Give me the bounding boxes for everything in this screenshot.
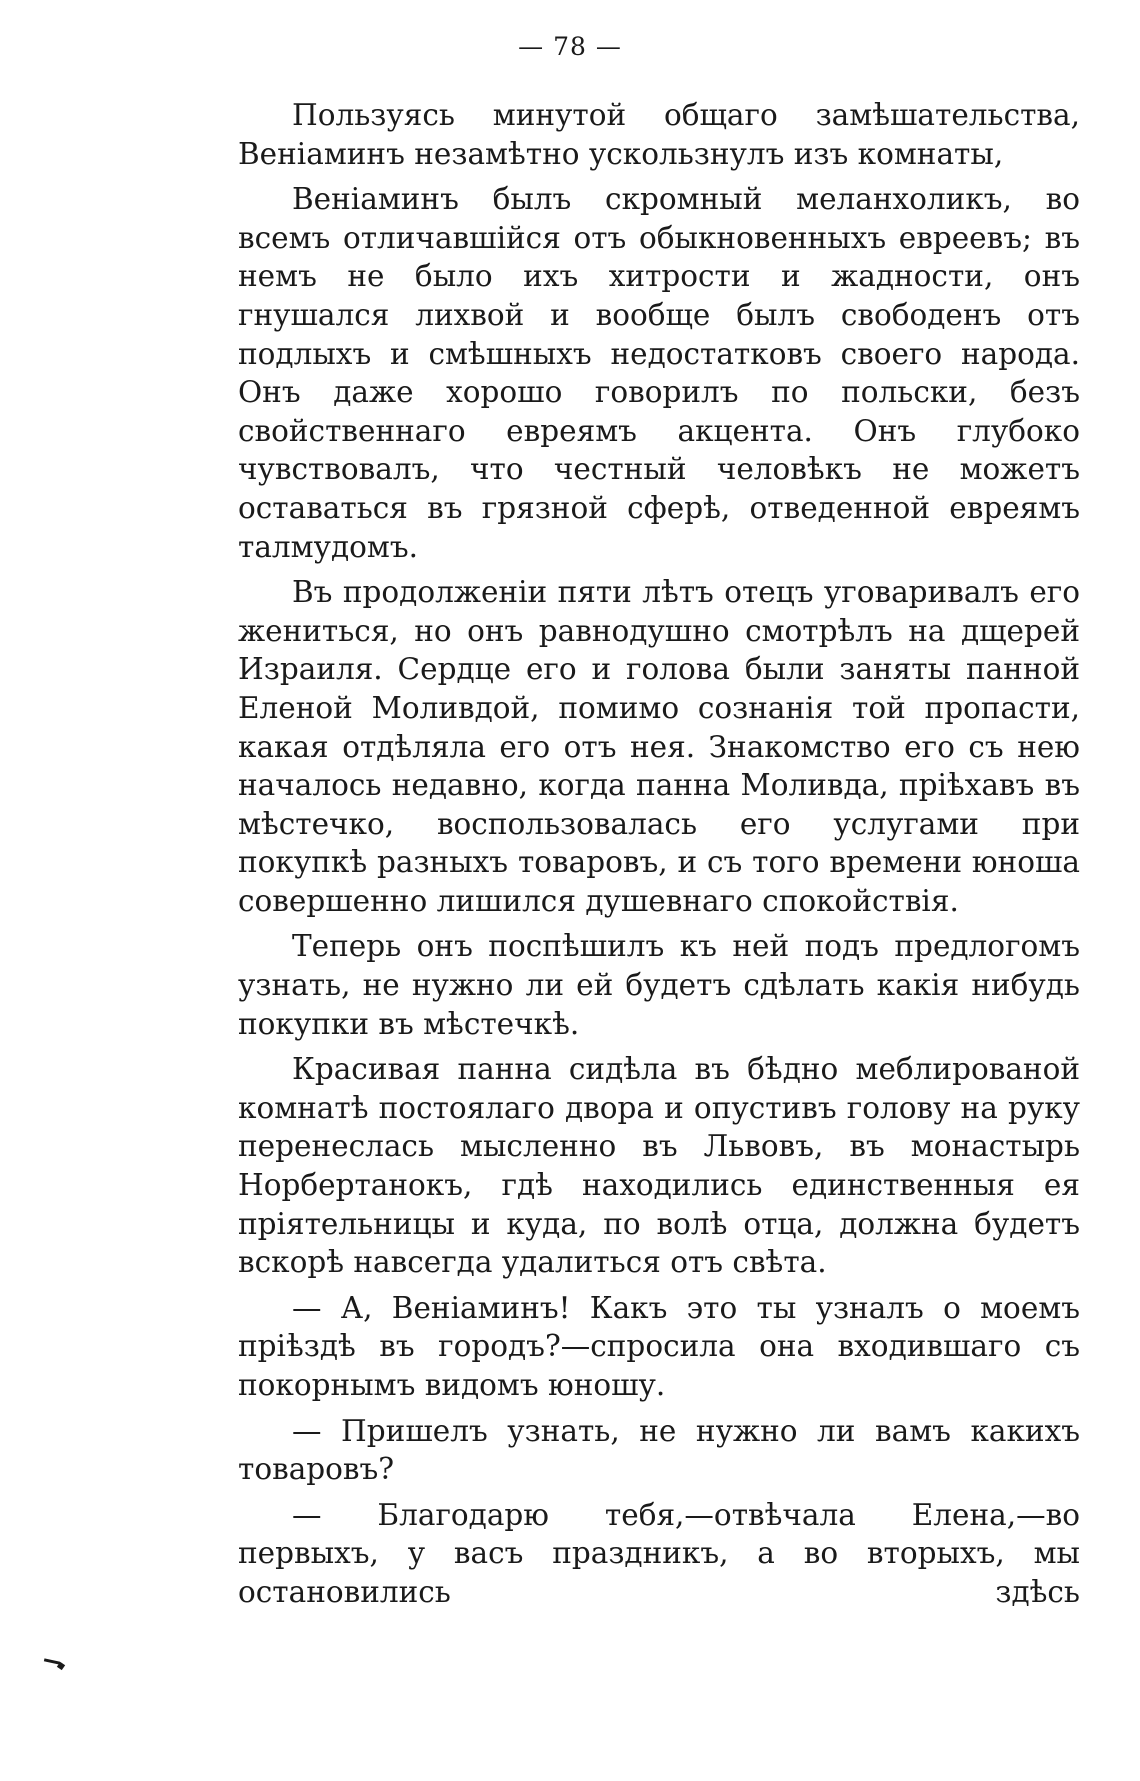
paragraph: Веніаминъ былъ скромный меланхоликъ, во всемъ отличавшійся отъ обыкновенныхъ евреевъ; въ немъ не было ихъ хитрости и жадности, онъ гнушался лихвой и вообще былъ свободенъ отъ подлыхъ и смѣшныхъ недостатковъ своего народа. Онъ даже хорошо говорилъ по польски, безъ свойственнаго евреямъ акцента. Онъ глубоко чувствовалъ, что честный человѣкъ не можетъ оставаться въ грязной сферѣ, отведенной евреямъ талмудомъ. — [238, 182, 1080, 564]
page-number: — 78 — — [518, 32, 622, 61]
paragraph: Теперь онъ поспѣшилъ къ ней подъ предлогомъ узнать, не нужно ли ей будетъ сдѣлать какія нибудь покупки въ мѣстечкѣ. — [238, 929, 1080, 1041]
paragraph: Въ продолженіи пяти лѣтъ отецъ уговаривалъ его жениться, но онъ равнодушно смотрѣлъ на дщерей Израиля. Сердце его и голова были заняты панной Еленой Моливдой, помимо сознанія той пропасти, какая отдѣляла его отъ нея. Знакомство его съ нею началось недавно, когда панна Моливда, пріѣхавъ въ мѣстечко, воспользовалась его услугами при покупкѣ разныхъ товаровъ, и съ того времени юноша совершенно лишился душевнаго спокойствія. — [238, 575, 1080, 918]
paragraph: — А, Веніаминъ! Какъ это ты узналъ о моемъ пріѣздѣ въ городъ?—спросила она входившаго съ покорнымъ видомъ юношу. — [238, 1290, 1080, 1402]
body-text — [238, 96, 1080, 1619]
paragraph: Пользуясь минутой общаго замѣшательства, Веніаминъ незамѣтно ускользнулъ изъ комнаты, — [238, 98, 1080, 171]
paragraph: Красивая панна сидѣла въ бѣдно меблированой комнатѣ постоялаго двора и опустивъ голову на руку перенеслась мысленно въ Львовъ, въ монастырь Норбертанокъ, гдѣ находились единственныя ея пріятельницы и куда, по волѣ отца, должна будетъ вскорѣ навсегда удалиться отъ свѣта. — [238, 1052, 1080, 1280]
margin-mark-icon — [44, 1660, 66, 1666]
paragraph: — Пришелъ узнать, не нужно ли вамъ какихъ товаровъ? — [238, 1413, 1080, 1487]
paragraph: — Благодарю тебя,—отвѣчала Елена,—во первыхъ, у васъ праздникъ, а во вторыхъ, мы остановились здѣсь — [238, 1497, 1080, 1609]
